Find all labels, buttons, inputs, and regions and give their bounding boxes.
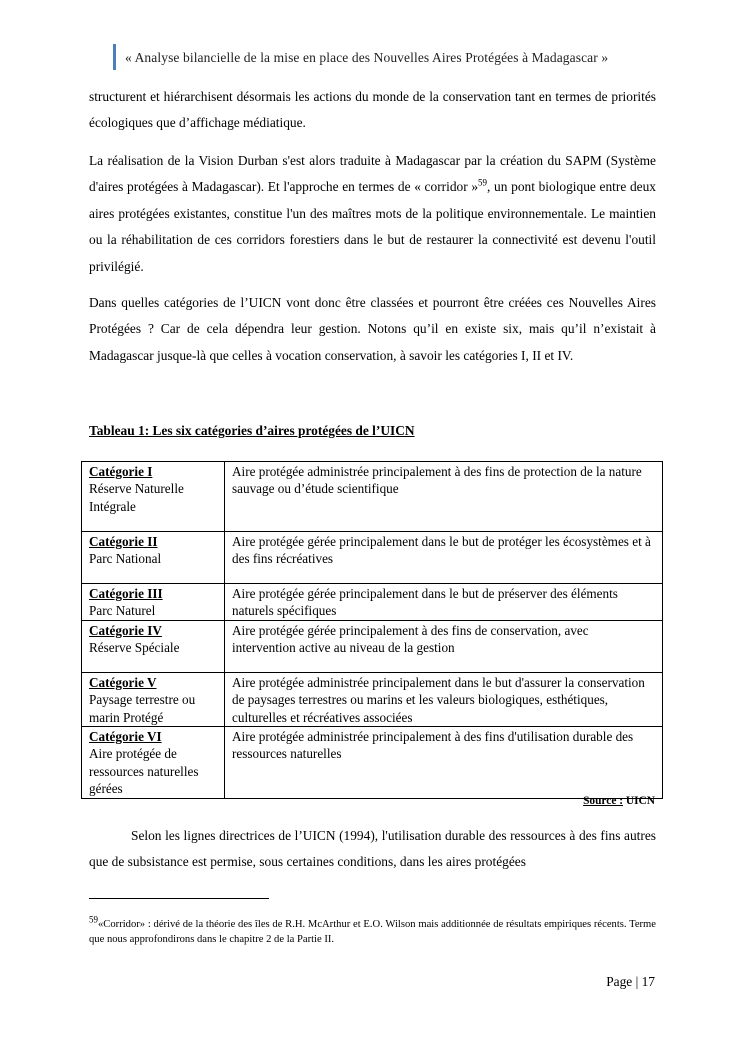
paragraph-2 <box>89 148 656 280</box>
source-label: Source : <box>583 795 624 807</box>
description-cell: Aire protégée gérée principalement à des fins de conservation, avec intervention active au niveau de la gestion <box>225 620 663 672</box>
table-source <box>460 795 655 807</box>
category-name: Réserve Spéciale <box>89 640 180 656</box>
category-label: Catégorie V <box>89 674 157 690</box>
category-cell <box>82 672 225 726</box>
category-label: Catégorie VI <box>89 729 162 745</box>
category-cell <box>82 532 225 584</box>
table-row <box>82 620 663 672</box>
category-label: Catégorie III <box>89 586 163 601</box>
category-name: Parc National <box>89 551 162 567</box>
page-number <box>606 974 655 990</box>
description-cell: Aire protégée gérée principalement dans le but de protéger les écosystèmes et à des fins récréatives <box>225 532 663 584</box>
category-name: Parc Naturel <box>89 603 156 619</box>
header-title: « Analyse bilancielle de la mise en place des Nouvelles Aires Protégées à Madagascar » <box>125 50 609 65</box>
paragraph-1: structurent et hiérarchisent désormais les actions du monde de la conservation tant en termes de priorités écologiques que d’affichage médiatique. <box>89 89 656 131</box>
category-label: Catégorie II <box>89 534 158 549</box>
paragraph-4: Selon les lignes directrices de l’UICN (1994), l'utilisation durable des ressources à des fins autres que de subsistance est permise, sous certaines conditions, dans les aires protégées <box>89 828 656 870</box>
description-cell: Aire protégée gérée principalement dans le but de préserver des éléments naturels spécifiques <box>225 584 663 621</box>
footnote-separator <box>89 898 269 899</box>
category-name: Réserve Naturelle Intégrale <box>89 481 184 514</box>
paragraph-2-text-b: , un pont biologique entre deux aires protégées existantes, constitue l'un des maîtres mots de la politique environnementale. Le maintien ou la réhabilitation de ces corridors forestiers dans le but de restaurer la connectivité est devenu l'outil privilégié. <box>89 179 656 274</box>
table-row <box>82 462 663 532</box>
header-accent-bar <box>113 44 116 70</box>
description-cell: Aire protégée administrée principalement à des fins de protection de la nature sauvage ou d’étude scientifique <box>225 462 663 532</box>
table-row <box>82 727 663 799</box>
footnote-number: 59 <box>89 914 98 925</box>
category-label: Catégorie I <box>89 464 153 479</box>
source-value: UICN <box>623 795 655 807</box>
description-cell: Aire protégée administrée principalement dans le but d'assurer la conservation de paysages terrestres ou marins et les valeurs biologiques, esthétiques, culturelles et récréatives associées <box>225 672 663 726</box>
category-name: Paysage terrestre ou marin Protégé <box>89 692 196 725</box>
running-header <box>113 44 673 72</box>
table-title: Tableau 1: Les six catégories d’aires protégées de l’UICN <box>89 423 415 438</box>
table-row <box>82 532 663 584</box>
category-label: Catégorie IV <box>89 622 162 638</box>
footnote-text: «Corridor» : dérivé de la théorie des îles de R.H. McArthur et E.O. Wilson mais additionnée de résultats empiriques récents. Terme que nous approfondirons dans le chapitre 2 de la Partie II. <box>89 919 656 945</box>
description-cell: Aire protégée administrée principalement à des fins d'utilisation durable des ressources naturelles <box>225 727 663 799</box>
category-cell <box>82 584 225 621</box>
category-cell <box>82 462 225 532</box>
page-label: Page <box>606 974 633 989</box>
table-row <box>82 672 663 726</box>
category-name: Aire protégée de ressources naturelles gérées <box>89 746 199 797</box>
page-separator: | <box>632 974 642 989</box>
categories-table <box>81 461 663 799</box>
category-cell <box>82 727 225 799</box>
footnote-ref-59: 59 <box>478 177 488 188</box>
category-cell <box>82 620 225 672</box>
paragraph-3: Dans quelles catégories de l’UICN vont donc être classées et pourront être créées ces Nouvelles Aires Protégées ? Car de cela dépendra leur gestion. Notons qu’il en existe six, mais qu’il n’existait à Madagascar jusque-là que celles à vocation conservation, à savoir les catégories I, II et IV. <box>89 295 656 363</box>
paragraph-2-text-a: La réalisation de la Vision Durban s'est alors traduite à Madagascar par la création du SAPM (Système d'aires protégées à Madagascar). Et l'approche en termes de « corridor » <box>89 153 656 195</box>
table-row <box>82 584 663 621</box>
footnote-59 <box>89 914 656 947</box>
page-number-value: 17 <box>641 974 655 989</box>
